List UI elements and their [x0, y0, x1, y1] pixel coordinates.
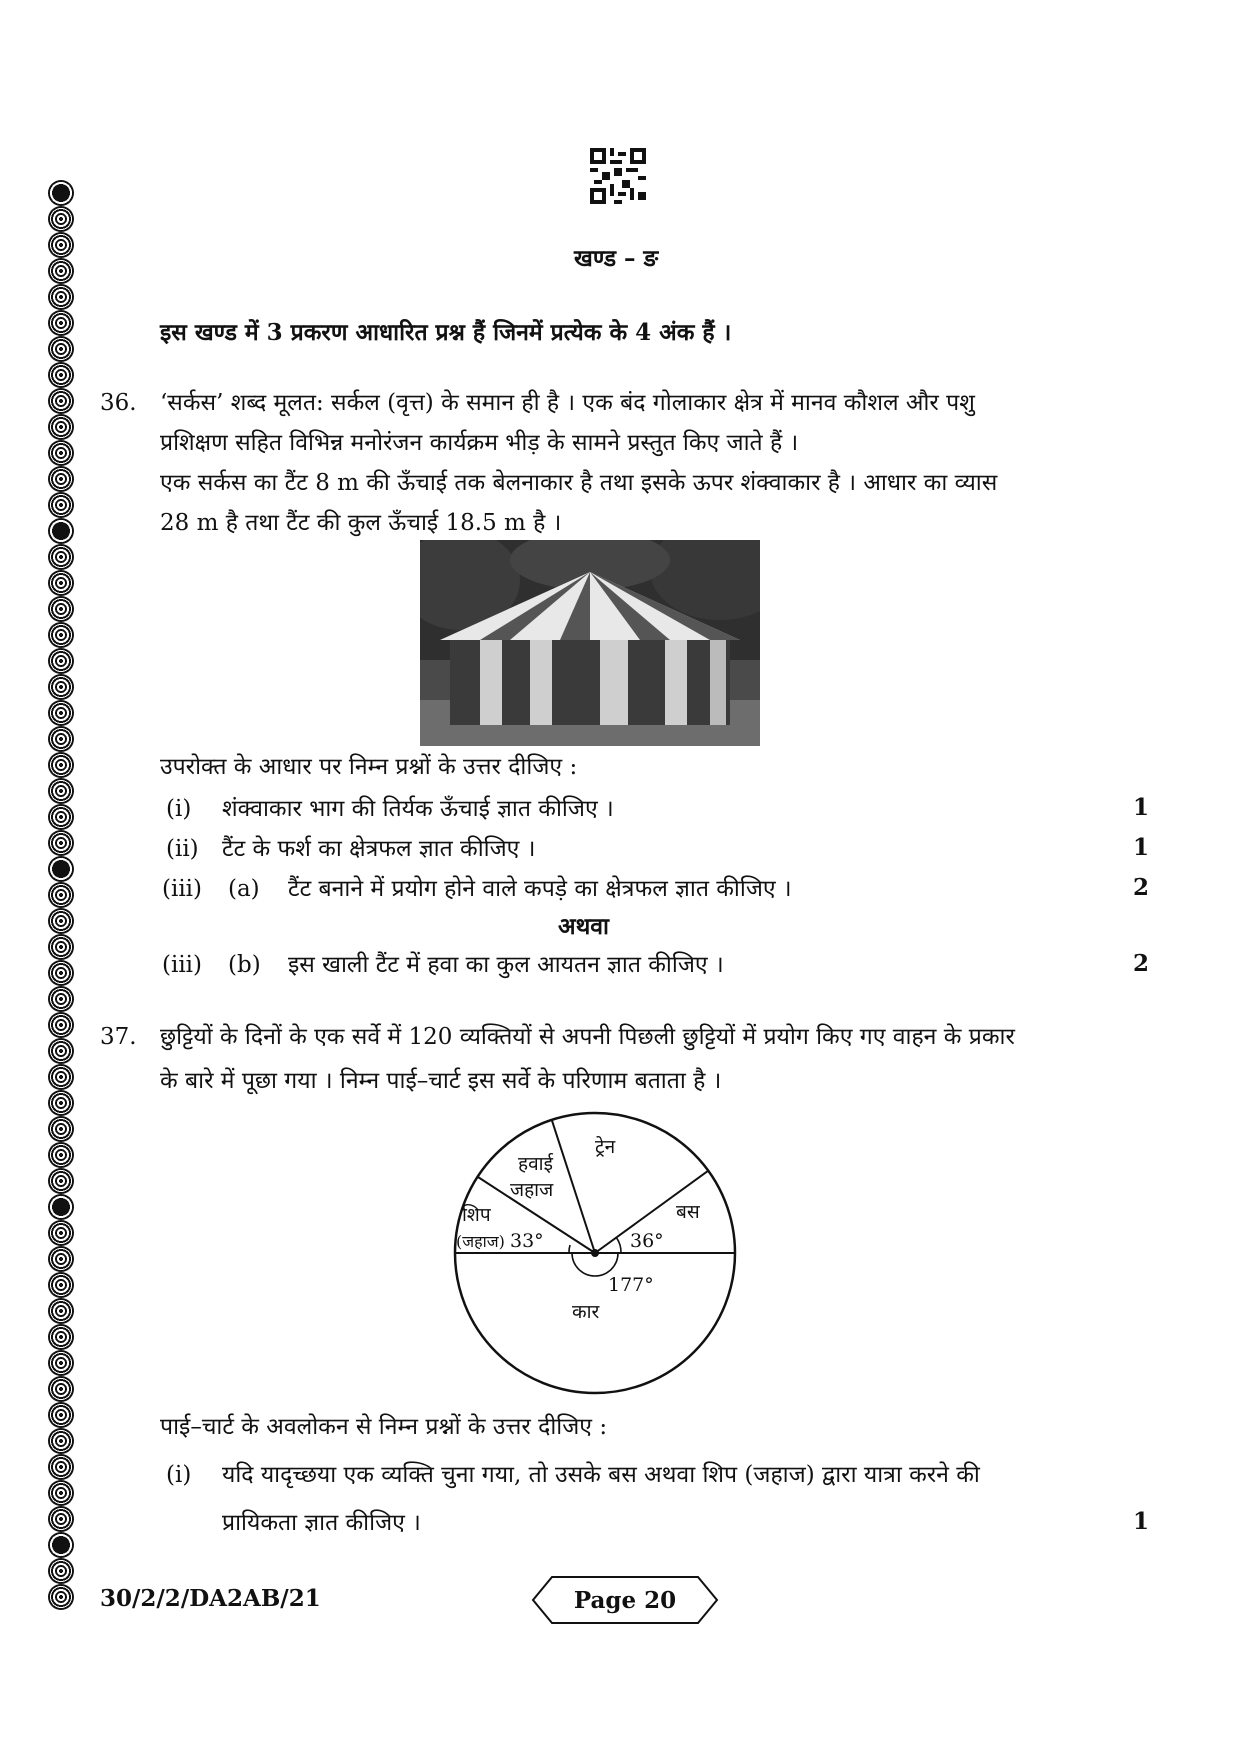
- marks: 1: [1132, 1508, 1149, 1535]
- ship-angle: 33°: [510, 1230, 544, 1252]
- bus-label: बस: [676, 1201, 700, 1223]
- margin-ring: [48, 518, 74, 544]
- question-number: 36.: [100, 390, 137, 416]
- part-label: (i): [166, 1462, 192, 1488]
- car-angle: 177°: [608, 1274, 654, 1296]
- air-label: हवाई: [518, 1153, 553, 1175]
- part-label: (iii): [162, 876, 203, 902]
- margin-ring: [48, 622, 74, 648]
- margin-ring: [48, 466, 74, 492]
- margin-ring: [48, 1038, 74, 1064]
- tent-photo: [420, 540, 760, 746]
- margin-ring: [48, 492, 74, 518]
- margin-ring: [48, 1428, 74, 1454]
- margin-ring: [48, 934, 74, 960]
- margin-ring: [48, 726, 74, 752]
- q36-text-line: ‘सर्कस’ शब्द मूलत: सर्कल (वृत्त) के समान ही है । एक बंद गोलाकार क्षेत्र में मानव कौशल और पशु: [160, 390, 975, 416]
- margin-ring: [48, 804, 74, 830]
- margin-ring: [48, 1116, 74, 1142]
- margin-ring: [48, 1480, 74, 1506]
- q36-text-line: एक सर्कस का टैंट 8 m की ऊँचाई तक बेलनाकार है तथा इसके ऊपर शंक्वाकार है । आधार का व्यास: [160, 470, 998, 496]
- part-text: टैंट बनाने में प्रयोग होने वाले कपड़े का क्षेत्रफल ज्ञात कीजिए ।: [288, 876, 792, 902]
- margin-ring: [48, 1532, 74, 1558]
- margin-ring: [48, 544, 74, 570]
- q37-prompt: पाई–चार्ट के अवलोकन से निम्न प्रश्नों के उत्तर दीजिए :: [160, 1414, 608, 1440]
- margin-ring: [48, 1246, 74, 1272]
- margin-ring: [48, 1090, 74, 1116]
- part-label: (iii): [162, 952, 203, 978]
- margin-ring: [48, 388, 74, 414]
- margin-ring: [48, 648, 74, 674]
- part-text: प्रायिकता ज्ञात कीजिए ।: [222, 1510, 421, 1536]
- margin-ring: [48, 596, 74, 622]
- margin-ring: [48, 960, 74, 986]
- part-label: (i): [166, 796, 192, 822]
- margin-ring: [48, 1012, 74, 1038]
- margin-ring: [48, 1064, 74, 1090]
- margin-ring: [48, 232, 74, 258]
- margin-ring: [48, 1376, 74, 1402]
- pie-chart: [450, 1108, 740, 1398]
- margin-ring: [48, 1142, 74, 1168]
- q37-text-line: के बारे में पूछा गया । निम्न पाई–चार्ट इस सर्वे के परिणाम बताता है ।: [160, 1068, 722, 1094]
- margin-ring: [48, 1454, 74, 1480]
- page-number: Page 20: [573, 1587, 677, 1614]
- or-separator: अथवा: [558, 913, 610, 940]
- part-sub-label: (a): [228, 876, 260, 902]
- margin-ring: [48, 700, 74, 726]
- margin-ring: [48, 206, 74, 232]
- margin-ring: [48, 674, 74, 700]
- question-number: 37.: [100, 1024, 137, 1050]
- paper-code: 30/2/2/DA2AB/21: [100, 1585, 321, 1612]
- margin-ring: [48, 856, 74, 882]
- margin-ring: [48, 180, 74, 206]
- qr-code: [590, 148, 646, 204]
- part-text: इस खाली टैंट में हवा का कुल आयतन ज्ञात कीजिए ।: [288, 952, 724, 978]
- part-sub-label: (b): [228, 952, 261, 978]
- margin-ring: [48, 440, 74, 466]
- margin-ring: [48, 882, 74, 908]
- ship-label: (जहाज): [456, 1232, 505, 1251]
- part-label: (ii): [166, 836, 199, 862]
- ship-label: शिप: [462, 1204, 491, 1226]
- margin-ring: [48, 362, 74, 388]
- margin-ring: [48, 778, 74, 804]
- marks: 2: [1132, 874, 1149, 901]
- pie-center: [591, 1249, 599, 1257]
- margin-ring: [48, 258, 74, 284]
- margin-ring: [48, 1298, 74, 1324]
- margin-ring: [48, 1558, 74, 1584]
- margin-ring: [48, 1402, 74, 1428]
- margin-ring: [48, 986, 74, 1012]
- part-text: टैंट के फर्श का क्षेत्रफल ज्ञात कीजिए ।: [222, 836, 536, 862]
- marks: 1: [1132, 834, 1149, 861]
- margin-ring: [48, 284, 74, 310]
- q36-prompt: उपरोक्त के आधार पर निम्न प्रश्नों के उत्तर दीजिए :: [160, 754, 578, 780]
- margin-ring: [48, 1584, 74, 1610]
- train-label: ट्रेन: [595, 1136, 616, 1158]
- margin-ring: [48, 1220, 74, 1246]
- section-instruction: इस खण्ड में 3 प्रकरण आधारित प्रश्न हैं जिनमें प्रत्येक के 4 अंक हैं ।: [160, 319, 732, 346]
- bus-angle: 36°: [630, 1230, 664, 1252]
- margin-ring: [48, 1168, 74, 1194]
- margin-ring: [48, 1506, 74, 1532]
- margin-ring: [48, 1324, 74, 1350]
- margin-ring: [48, 310, 74, 336]
- car-label: कार: [572, 1301, 600, 1323]
- margin-ring: [48, 336, 74, 362]
- margin-ring: [48, 908, 74, 934]
- marks: 2: [1132, 950, 1149, 977]
- part-text: यदि यादृच्छया एक व्यक्ति चुना गया, तो उसके बस अथवा शिप (जहाज) द्वारा यात्रा करने की: [222, 1462, 980, 1488]
- q36-text-line: 28 m है तथा टैंट की कुल ऊँचाई 18.5 m है ।: [160, 510, 562, 536]
- margin-ring: [48, 1272, 74, 1298]
- page-badge: [530, 1574, 720, 1626]
- part-text: शंक्वाकार भाग की तिर्यक ऊँचाई ज्ञात कीजिए ।: [222, 796, 614, 822]
- margin-ring: [48, 1350, 74, 1376]
- margin-ring: [48, 1194, 74, 1220]
- margin-ring: [48, 752, 74, 778]
- section-title: खण्ड – ङ: [574, 245, 659, 272]
- air-label: जहाज: [510, 1179, 554, 1201]
- margin-ring: [48, 414, 74, 440]
- q37-text-line: छुट्टियों के दिनों के एक सर्वे में 120 व्यक्तियों से अपनी पिछली छुट्टियों में प्रयोग किए गए वाहन के प्रकार: [160, 1024, 1015, 1050]
- margin-ring: [48, 830, 74, 856]
- margin-ring: [48, 570, 74, 596]
- q36-text-line: प्रशिक्षण सहित विभिन्न मनोरंजन कार्यक्रम भीड़ के सामने प्रस्तुत किए जाते हैं ।: [160, 430, 799, 456]
- marks: 1: [1132, 794, 1149, 821]
